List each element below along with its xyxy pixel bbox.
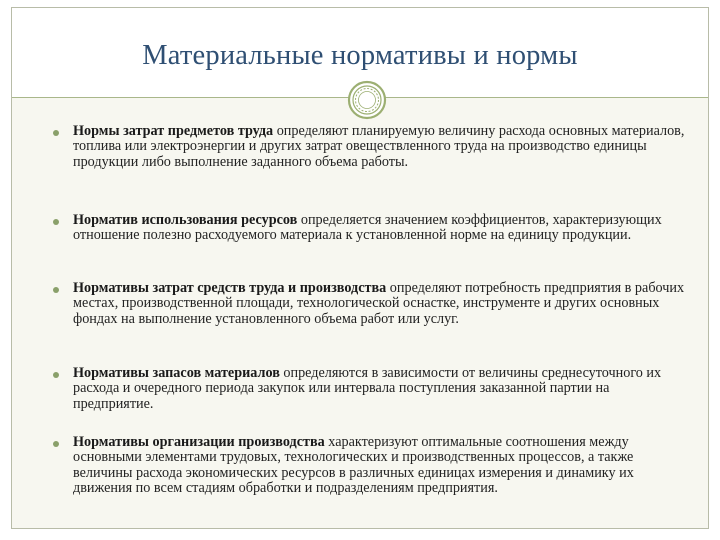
bullet-dot-icon bbox=[53, 372, 59, 378]
bullet-body: определяется значением коэффициентов, характеризующих отношение полезно расходуемого материала к установленной норме на единицу продукции. bbox=[73, 212, 662, 244]
bullet-body: определяются в зависимости от величины среднесуточного их расхода и очередного периода закупок или интервала поступления заказанной партии на предприятие. bbox=[73, 365, 662, 412]
bullet-body: характеризуют оптимальные соотношения между основными элементами трудовых, технологических и производственных процессов, а также величины расхода экономических ресурсов в различных единицах измерения и динамику их движения по всем стадиям обработки и подразделениям предприятия. bbox=[73, 434, 634, 497]
bullet-term: Нормы затрат предметов труда bbox=[73, 123, 274, 139]
bullet-text bbox=[73, 366, 693, 412]
bullet-dot-icon bbox=[53, 130, 59, 136]
slide-title: Материальные нормативы и нормы bbox=[142, 40, 578, 71]
bullet-body: определяют потребность предприятия в рабочих местах, производственной площади, технологической оснастке, инструменте и других основных фондах на выполнение установленного объема работ или услуг. bbox=[73, 280, 685, 327]
bullet-term: Нормативы запасов материалов bbox=[73, 365, 280, 381]
bullet-term: Норматив использования ресурсов bbox=[73, 212, 298, 228]
bullet-text bbox=[73, 281, 693, 327]
bullet-body: определяют планируемую величину расхода основных материалов, топлива или электроэнергии и других затрат овеществленного труда на производство единицы продукции либо выполнение заданного объема работы. bbox=[73, 123, 685, 170]
laurel-wreath-icon bbox=[347, 80, 387, 120]
bullet-dot-icon bbox=[53, 219, 59, 225]
bullet-dot-icon bbox=[53, 287, 59, 293]
bullet-text bbox=[73, 435, 693, 497]
bullet-term: Нормативы организации производства bbox=[73, 434, 325, 450]
bullet-text bbox=[73, 124, 693, 170]
bullet-text bbox=[73, 213, 693, 244]
bullet-dot-icon bbox=[53, 441, 59, 447]
slide-frame bbox=[11, 7, 709, 529]
bullet-term: Нормативы затрат средств труда и производства bbox=[73, 280, 387, 296]
